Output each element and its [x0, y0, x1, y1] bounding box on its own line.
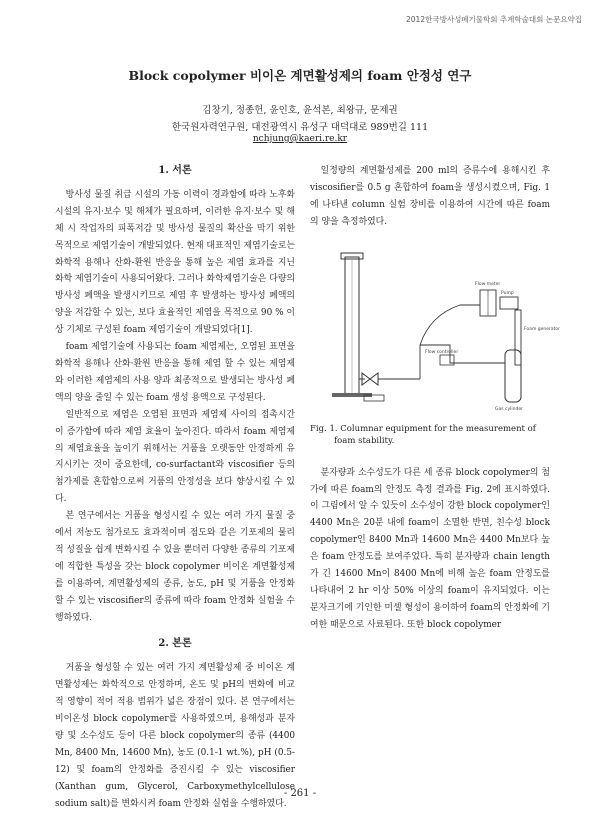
paragraph: 방사성 물질 취급 시설의 가동 이력이 경과함에 따라 노후화 시설의 유지·보수 및 해체가 필요하며, 이러한 유지·보수 및 해체 시 작업자의 피폭저감 및 방사성 물질의 확산을 막기 위한 목적으로 제염기술이 개발되었다. 현재 대표적인 제염기술로는 화학적 용해나 산화-환원 반응을 통해 높은 제염 효과를 지닌 화학 제염기술이 사용되어왔다. 그러나 화학제염기술은 다량의 방사성 폐액을 발생시키므로 제염 후 발생하는 방사성 폐액의 양을 저감할 수 있는, 보다 효율적인 제염을 목적으로 90 % 이상 기체로 구성된 foam 제염기술이 개발되었다[1].: [55, 189, 295, 336]
section-title-body: 2. 본론: [158, 638, 192, 650]
label-pump: Pump: [501, 290, 514, 296]
email-link[interactable]: nchjung@kaeri.re.kr: [252, 134, 348, 144]
figure-caption: [310, 423, 550, 447]
caption-line: Fig. 1. Columnar equipment for the measurement of: [310, 423, 536, 434]
right-column: [310, 163, 560, 634]
caption-line: foam stability.: [334, 435, 395, 446]
paragraph: 일반적으로 제염은 오염된 표면과 제염제 사이의 접촉시간이 증가함에 따라 제염 효율이 높아진다. 따라서 foam 제염제의 제염효율을 높이기 위해서는 거품을 오랫동안 안정하게 유지시키는 것이 중요한데, co-surfactant와 viscosifier 등의 첨가제를 혼합함으로써 거품의 안정성을 보다 향상시킬 수 있다.: [55, 409, 295, 505]
flow-controller-icon: [440, 355, 454, 365]
section-title-intro: 1. 서론: [158, 165, 192, 176]
left-column: [55, 163, 295, 813]
paper-title: Block copolymer 비이온 계면활성제의 foam 안정성 연구: [128, 68, 472, 83]
label-flow-controller: Flow controller: [425, 349, 459, 355]
affiliation: 한국원자력연구원, 대전광역시 유성구 대덕대로 989번길 111: [171, 122, 429, 133]
gas-cylinder-icon: [505, 350, 521, 402]
paragraph: 본 연구에서는 거품을 형성시킬 수 있는 여러 가지 물질 중에서 저농도 첨가로도 효과적이며 점도와 같은 기포제의 물리적 성질을 쉽게 변화시킬 수 있을 뿐더러 다양한 종류의 기포제에 적합한 특성을 갖는 block copolymer 비이온 계면활성제를 이용하여, 계면활성제의 종류, 농도, pH 및 거품을 안정화할 수 있는 viscosifier의 종류에 따라 foam 안정화 실험을 수행하였다.: [55, 511, 295, 623]
paragraph: 거품을 형성할 수 있는 여러 가지 계면활성제 중 비이온 계면활성제는 화학적으로 안정하며, 온도 및 pH의 변화에 비교적 영향이 적어 적용 범위가 넓은 장점이 있다. 본 연구에서는 비이온성 block copolymer를 사용하였으며, 용해성과 분자량 및 소수성도 등이 다른 block copolymer의 종류 (4400 Mn, 8400 Mn, 14600 Mn), 농도 (0.1-1 wt.%), pH (0.5-12) 및 foam의 안정화를 증진시킬 수 있는 viscosifier (Xanthan gum, Glycerol, Carboxymethylcellulose sodium salt)를 변화시켜 foam 안정화 실험을 수행하였다.: [55, 663, 295, 809]
paragraph: 일정량의 계면활성제를 200 ml의 증류수에 용해시킨 후 viscosifier를 0.5 g 혼합하여 foam을 생성시켰으며, Fig. 1에 나타낸 column 실험 장비를 이용하여 시간에 따른 foam의 양을 측정하였다.: [310, 166, 550, 227]
equipment-diagram: [310, 245, 560, 415]
label-foam-generator: Foam generator: [524, 326, 560, 332]
foam-generator-icon: [515, 310, 521, 365]
label-gas-cylinder: Gas cylinder: [495, 406, 523, 412]
page-number: - 261 -: [283, 788, 317, 799]
pump-icon: [500, 297, 518, 309]
figure-column-equipment: [310, 245, 560, 415]
label-flow-meter: Flow meter: [475, 281, 501, 287]
header-note: 2012한국방사성폐기물학회 추계학술대회 논문요약집: [406, 15, 582, 24]
paragraph: foam 제염기술에 사용되는 foam 제염제는, 오염된 표면을 화학적 용해나 산화·환원 반응을 통해 제염 할 수 있는 제염제와 이러한 제염제의 사용 양과 최종적으로 발생되는 방사성 폐액의 양을 줄일 수 있는 foam 생성 용액으로 구성된다.: [55, 342, 295, 403]
paragraph: 분자량과 소수성도가 다른 세 종류 block copolymer의 첨가에 따른 foam의 안정도 측정 결과를 Fig. 2에 표시하였다. 이 그림에서 알 수 있듯이 소수성이 강한 block copolymer인 4400 Mn은 20분 내에 foam이 소멸한 반면, 친수성 block copolymer인 8400 Mn과 14600 Mn은 4400 Mn보다 높은 foam 안정도를 보여주었다. 특히 분자량과 chain length가 긴 14600 Mn이 8400 Mn에 비해 높은 foam 안정도를 나타내어 2 hr 이상 50% 이상의 foam이 유지되었다. 이는 분자크기에 기인한 미셀 형성이 용이하여 foam의 안정화에 기여한 때문으로 사료된다. 또한 block copolymer: [310, 467, 550, 630]
author-list: 김창기, 정종헌, 윤인호, 윤석본, 최왕규, 문제권: [202, 105, 398, 116]
